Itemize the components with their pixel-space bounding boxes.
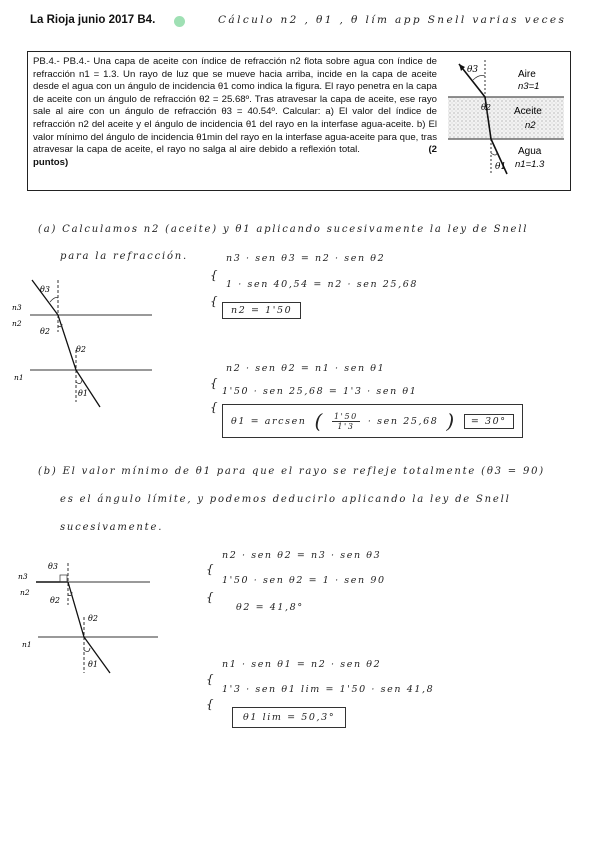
part-b-eq-4: n1 · sen θ1 = n2 · sen θ2 (222, 659, 382, 670)
theta3-arc (473, 76, 485, 81)
theta1-arc (491, 153, 497, 155)
fig-n1: n1=1.3 (515, 159, 545, 170)
fig-aceite: Aceite (514, 106, 542, 117)
lbl-theta2: θ2 (50, 596, 60, 605)
part-a-diagram (12, 272, 162, 412)
status-dot (174, 16, 185, 27)
brace: { (210, 268, 218, 282)
res2-val: = 30° (464, 414, 514, 429)
part-a-eq-3: n2 · sen θ2 = n1 · sen θ1 (226, 363, 386, 374)
part-b-diagram (14, 555, 164, 680)
lbl-theta2b: θ2 (76, 345, 86, 354)
problem-text: PB.4.- PB.4.- Una capa de aceite con índice de refracción n2 flota sobre agua con índice de refracción n1 = 1.3. Un rayo de luz que se mueve hacia arriba, incide en la capa de aceite desde el agua con un ángulo de incidencia θ1 como indica la figura. El rayo penetra en la capa de aceite con un ángulo de refracción θ2 = 25.68º. Tras atravesar la capa de aceite, ese rayo sale al aire con un ángulo de refracción θ3 = 40.54º. Calcular: a) El valor del índice de refracción n2 del aceite y el ángulo de incidencia θ1 del rayo en la interfase agua-aceite. b) El valor mínimo del ángulo de incidencia θ1min del rayo en la interfase agua-aceite para que, tras atravesar la capa de aceite, el rayo no salga al aire debido a reflexión total. (33, 56, 437, 156)
part-a-result-2: θ1 = arcsen ( 1'50 1'3 · sen 25,68 ) = 30° (222, 404, 523, 438)
brace: { (210, 294, 218, 308)
lbl-n1: n1 (22, 640, 32, 649)
part-b-intro-1: (b) El valor mínimo de θ1 para que el rayo se refleje totalmente (θ3 = 90) (38, 466, 545, 477)
res2-num: 1'50 (333, 411, 358, 421)
res2-den: 1'3 (337, 421, 355, 431)
part-b-result: θ1 lim = 50,3° (232, 707, 346, 728)
res2-fraction (332, 412, 360, 431)
lbl-theta2: θ2 (40, 327, 50, 336)
res2-lhs: θ1 = arcsen (231, 415, 307, 427)
fig-aire: Aire (518, 69, 536, 80)
fig-n2: n2 (525, 120, 536, 131)
lbl-n3: n3 (18, 572, 28, 581)
fig-agua: Agua (518, 146, 542, 157)
part-b-eq-2: 1'50 · sen θ2 = 1 · sen 90 (222, 575, 386, 586)
lbl-theta2b: θ2 (88, 614, 98, 623)
lbl-n1: n1 (14, 373, 24, 382)
lbl-theta3: θ3 (48, 562, 58, 571)
fig-theta2: θ2 (481, 103, 491, 112)
fig-n3: n3=1 (518, 81, 540, 92)
part-a-eq-4: 1'50 · sen 25,68 = 1'3 · sen θ1 (222, 386, 418, 397)
oil-layer (448, 97, 564, 139)
part-a-eq-2: 1 · sen 40,54 = n2 · sen 25,68 (226, 279, 418, 290)
lbl-n2: n2 (12, 319, 22, 328)
part-b-eq-5: 1'3 · sen θ1 lim = 1'50 · sen 41,8 (222, 684, 435, 695)
page-title: La Rioja junio 2017 B4. (30, 14, 156, 26)
part-b-intro-3: sucesivamente. (60, 522, 164, 533)
res2-sin: · sen 25,68 (367, 415, 439, 427)
lbl-n3: n3 (12, 303, 22, 312)
problem-points: (2 puntos) (33, 144, 437, 168)
part-a-eq-1: n3 · sen θ3 = n2 · sen θ2 (226, 253, 386, 264)
fig-theta1: θ1 (495, 162, 507, 172)
brace: { (206, 562, 214, 576)
lbl-n2: n2 (20, 588, 30, 597)
part-b-eq-3: θ2 = 41,8° (236, 602, 304, 613)
lbl-theta1: θ1 (88, 660, 98, 669)
lbl-theta3: θ3 (40, 285, 50, 294)
brace: { (206, 697, 214, 711)
part-a-result-1: n2 = 1'50 (222, 302, 301, 319)
part-a-intro-2: para la refracción. (60, 251, 189, 262)
brace: { (206, 590, 214, 604)
brace: { (210, 400, 218, 414)
part-a-intro-1: (a) Calculamos n2 (aceite) y θ1 aplicando sucesivamente la ley de Snell (38, 224, 529, 235)
refraction-figure (445, 56, 567, 184)
lbl-theta1: θ1 (78, 389, 88, 398)
fig-theta3: θ3 (467, 65, 479, 75)
problem-statement (33, 56, 437, 169)
ray (32, 280, 100, 407)
part-b-eq-1: n2 · sen θ2 = n3 · sen θ3 (222, 550, 382, 561)
brace: { (206, 672, 214, 686)
brace: { (210, 376, 218, 390)
part-b-intro-2: es el ángulo límite, y podemos deducirlo aplicando la ley de Snell (60, 494, 511, 505)
header-note: Cálculo n2 , θ1 , θ lím app Snell varias veces (218, 14, 567, 26)
